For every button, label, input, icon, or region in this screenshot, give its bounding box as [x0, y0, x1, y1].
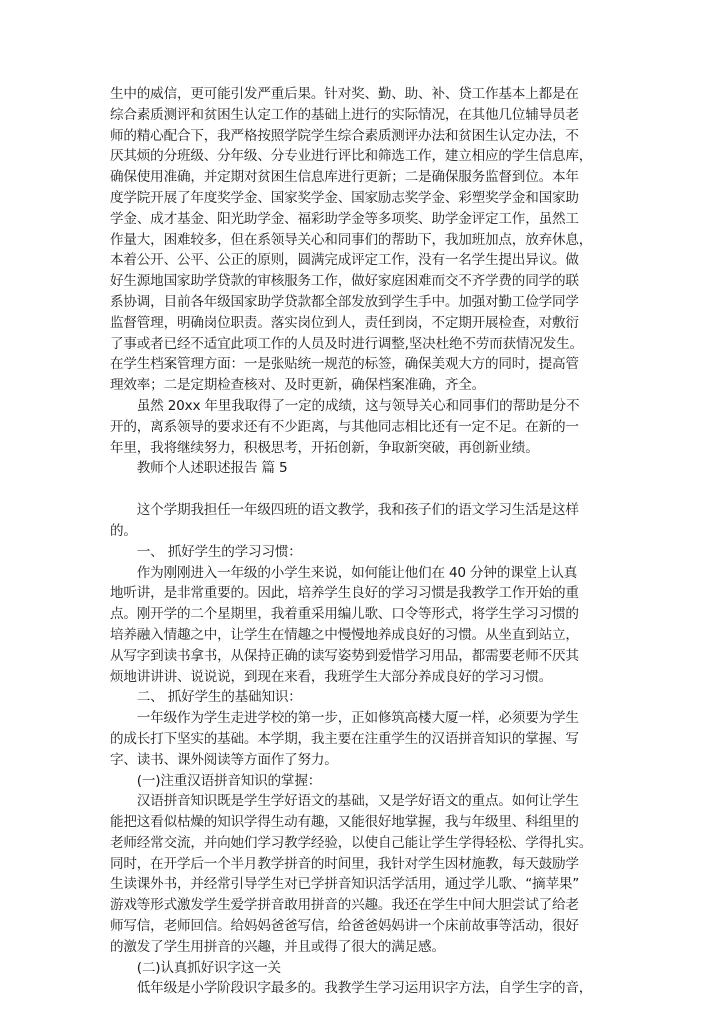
text-line: 的。 — [110, 522, 137, 539]
text-line: 年里，我将继续努力，积极思考，开拓创新，争取新突破，再创新业绩。 — [110, 439, 539, 456]
text-line: 老师经常交流，并向她们学习教学经验，以使自己能让学生学得轻松、学得扎实。 — [110, 834, 593, 851]
text-line: 从写字到读书拿书，从保持正确的读写姿势到爱惜学习用品，都需要老师不厌其 — [110, 647, 579, 664]
text-line: 点。刚开学的二个星期里，我着重采用编儿歌、口令等形式，将学生学习习惯的 — [110, 606, 579, 623]
text-line: 这个学期我担任一年级四班的语文教学，我和孩子们的语文学习生活是这样 — [110, 502, 579, 519]
subheading: 一、 抓好学生的学习习惯： — [110, 543, 302, 560]
text-line: 能把这看似枯燥的知识学得生动有趣，又能很好地掌握，我与年级里、科组里的 — [110, 814, 579, 831]
text-line: 虽然 20xx 年里我取得了一定的成绩，这与领导关心和同事们的帮助是分不 — [110, 397, 580, 414]
text-line: 的成长打下坚实的基础。本学期，我主要在注重学生的汉语拼音知识的掌握、写 — [110, 730, 579, 747]
text-line: 师写信，老师回信。给妈妈爸爸写信，给爸爸妈妈讲一个床前故事等活动，很好 — [110, 918, 579, 935]
text-line: 生中的威信，更可能引发严重后果。针对奖、勤、助、补、贷工作基本上都是在 — [110, 86, 579, 102]
subheading: (一)注重汉语拼音知识的掌握： — [110, 772, 322, 789]
text-line: 学金、成才基金、阳光助学金、福彩助学金等多项奖、助学金评定工作，虽然工 — [110, 210, 579, 227]
text-line: 地听讲，是非常重要的。因此，培养学生良好的学习习惯是我教学工作开始的重 — [110, 585, 579, 602]
text-line: 好生源地国家助学贷款的审核服务工作，做好家庭困难而交不齐学费的同学的联 — [110, 273, 579, 290]
text-line: 生读课外书，并经常引导学生对已学拼音知识活学活用，通过学儿歌、“摘苹果” — [110, 876, 580, 893]
text-line: 的激发了学生用拼音的兴趣，并且或得了很大的满足感。 — [110, 938, 445, 955]
text-line: 开的，离系领导的要求还有不少距离，与其他同志相比还有一定不足。在新的一 — [110, 418, 579, 435]
subheading: (二)认真抓好识字这一关 — [110, 959, 281, 976]
text-line: 师的精心配合下，我严格按照学院学生综合素质测评办法和贫困生认定办法，不 — [110, 127, 579, 144]
text-line: 作为刚刚进入一年级的小学生来说，如何能让他们在 40 分钟的课堂上认真 — [110, 564, 578, 581]
text-line: 理效率；二是定期检查核对、及时更新，确保档案准确，齐全。 — [110, 377, 486, 394]
text-line: 度学院开展了年度奖学金、国家奖学金、国家励志奖学金、彩塑奖学金和国家助 — [110, 189, 579, 206]
text-line: 作量大，困难较多，但在系领导关心和同事们的帮助下，我加班加点，放弃休息， — [110, 231, 593, 248]
text-line: 确保使用准确，并定期对贫困生信息库进行更新；二是确保服务监督到位。本年 — [110, 169, 579, 186]
text-line: 系协调，目前各年级国家助学贷款都全部发放到学生手中。加强对勤工俭学同学 — [110, 293, 579, 310]
document-body — [110, 84, 620, 999]
text-line: 汉语拼音知识既是学生学好语文的基础，又是学好语文的重点。如何让学生 — [110, 793, 579, 810]
text-line: 综合素质测评和贫困生认定工作的基础上进行的实际情况，在其他几位辅导员老 — [110, 106, 579, 123]
text-line: 烦地讲讲讲、说说说，到现在来看，我班学生大部分养成良好的学习习惯。 — [110, 668, 552, 685]
blank-line — [110, 479, 620, 500]
section-heading: 教师个人述职述报告 篇 5 — [110, 460, 288, 477]
text-line: 在学生档案管理方面：一是张贴统一规范的标签，确保美观大方的同时，提高管 — [110, 356, 579, 373]
subheading: 二、 抓好学生的基础知识： — [110, 689, 302, 706]
text-line: 低年级是小学阶段识字最多的。我教学生学习运用识字方法，自学生字的音， — [110, 980, 593, 997]
text-line: 游戏等形式激发学生爱学拼音敢用拼音的兴趣。我还在学生中间大胆尝试了给老 — [110, 897, 579, 914]
text-line: 了事或者已经不适宜此项工作的人员及时进行调整,坚决杜绝不劳而获情况发生。 — [110, 335, 583, 352]
text-line: 监督管理，明确岗位职责。落实岗位到人，责任到岗，不定期开展检查，对敷衍 — [110, 314, 579, 331]
text-line: 培养融入情趣之中，让学生在情趣之中慢慢地养成良好的习惯。从坐直到站立， — [110, 626, 579, 643]
text-line: 一年级作为学生走进学校的第一步，正如修筑高楼大厦一样，必须要为学生 — [110, 710, 579, 727]
text-line: 本着公开、公平、公正的原则，圆满完成评定工作，没有一名学生提出异议。做 — [110, 252, 579, 269]
text-line: 厌其烦的分班级、分年级、分专业进行评比和筛选工作，建立相应的学生信息库， — [110, 148, 593, 165]
text-line: 同时，在开学后一个半月教学拼音的时间里，我针对学生因材施教，每天鼓励学 — [110, 855, 579, 872]
text-line: 字、读书、课外阅读等方面作了努力。 — [110, 751, 338, 768]
